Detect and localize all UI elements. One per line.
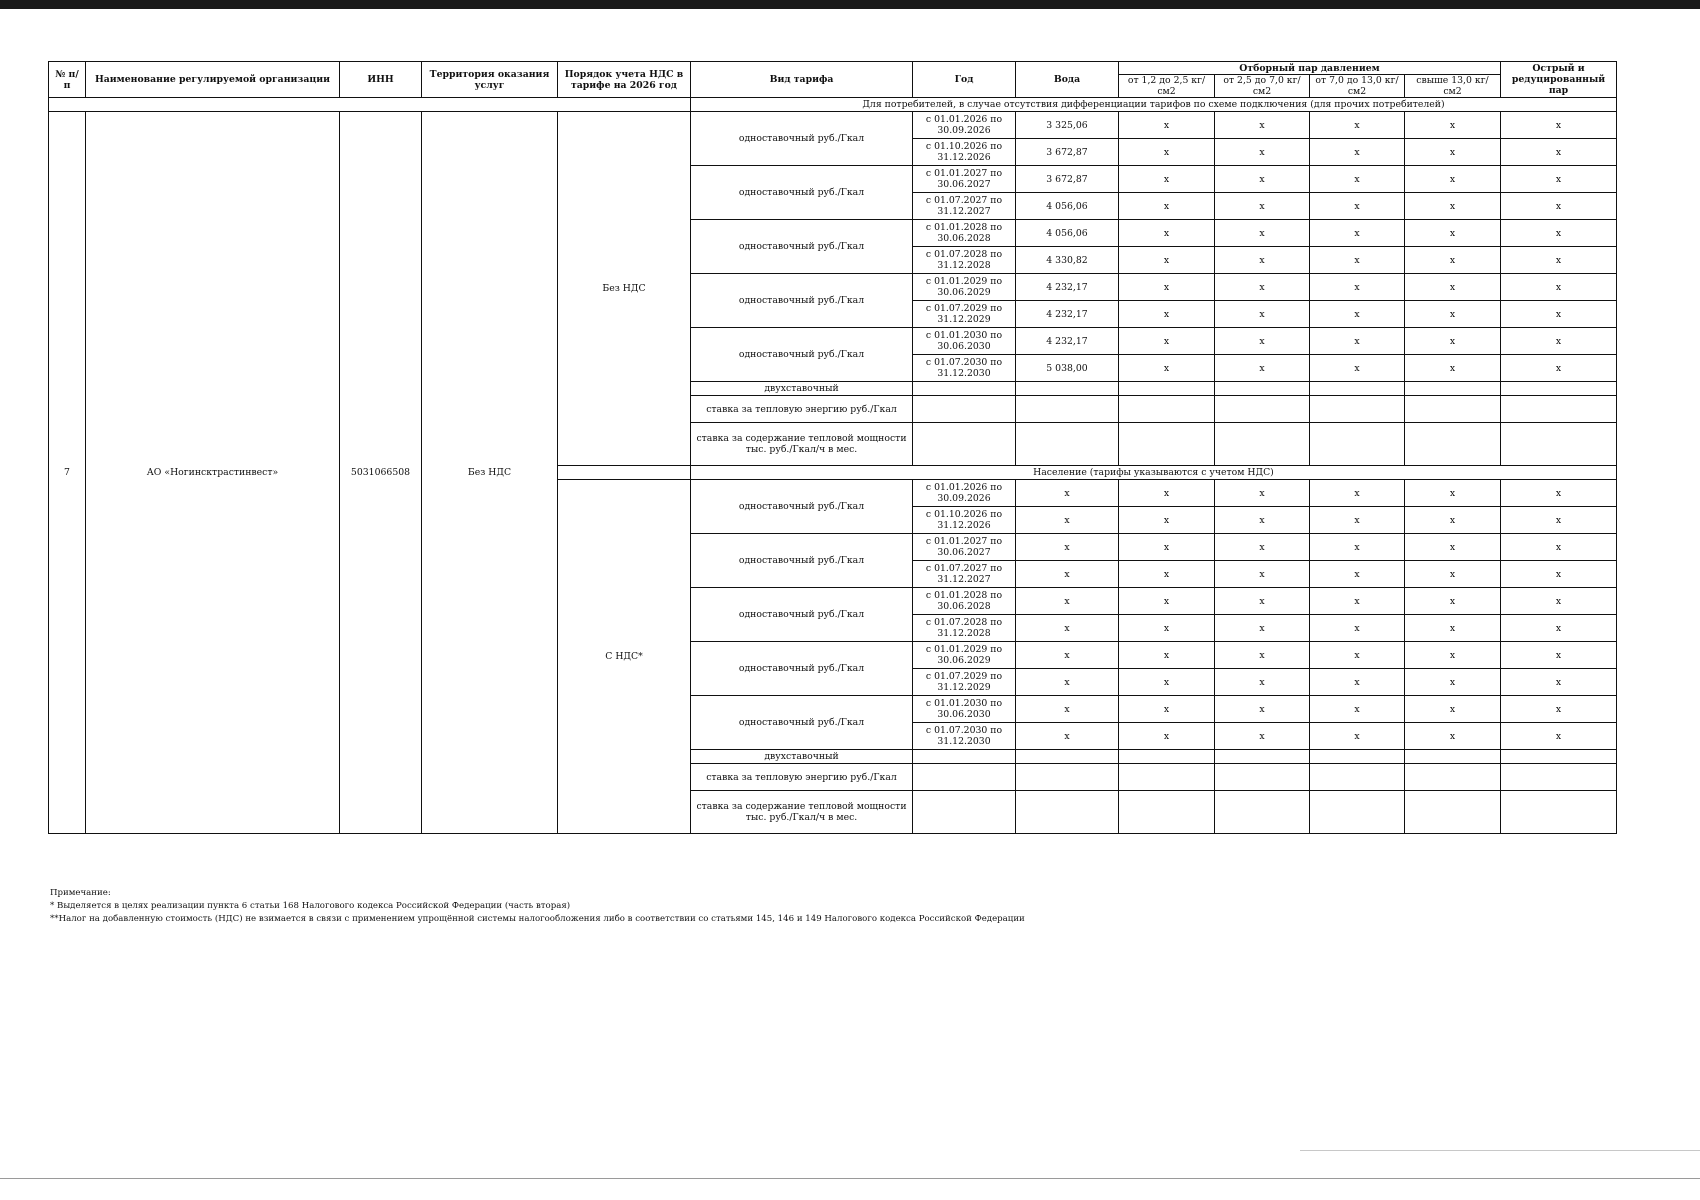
notes-title: Примечание:	[50, 888, 111, 898]
steam-cell: x	[1501, 112, 1617, 139]
steam-cell: x	[1215, 247, 1310, 274]
period-cell: с 01.07.2029 по 31.12.2029	[913, 301, 1016, 328]
empty-cell	[1215, 396, 1310, 423]
steam-cell: x	[1310, 723, 1405, 750]
empty-cell	[1405, 791, 1501, 834]
steam-cell: x	[1501, 220, 1617, 247]
tariff-type-cell: одноставочный руб./Гкал	[691, 534, 913, 588]
empty-cell	[1501, 764, 1617, 791]
steam-cell: x	[1310, 166, 1405, 193]
water-value-cell: x	[1016, 480, 1119, 507]
scan-top-edge	[0, 0, 1700, 9]
steam-cell: x	[1501, 139, 1617, 166]
period-cell: с 01.07.2029 по 31.12.2029	[913, 669, 1016, 696]
tariff-type-cell: одноставочный руб./Гкал	[691, 328, 913, 382]
steam-cell: x	[1501, 534, 1617, 561]
steam-cell: x	[1215, 166, 1310, 193]
steam-cell: x	[1501, 247, 1617, 274]
steam-cell: x	[1405, 220, 1501, 247]
steam-cell: x	[1215, 561, 1310, 588]
empty-cell	[1310, 791, 1405, 834]
steam-cell: x	[1310, 274, 1405, 301]
tariff-body	[49, 98, 1617, 834]
empty-cell	[913, 382, 1016, 396]
steam-cell: x	[1310, 696, 1405, 723]
tariff-type-cell: одноставочный руб./Гкал	[691, 274, 913, 328]
tariff-type-cell: одноставочный руб./Гкал	[691, 696, 913, 750]
water-value-cell: 4 056,06	[1016, 220, 1119, 247]
water-value-cell: 4 232,17	[1016, 301, 1119, 328]
steam-cell: x	[1501, 480, 1617, 507]
col-water-header: Вода	[1016, 62, 1119, 98]
steam-cell: x	[1310, 301, 1405, 328]
period-cell: с 01.07.2030 по 31.12.2030	[913, 723, 1016, 750]
vat-order-cell: С НДС*	[558, 480, 691, 834]
steam-cell: x	[1215, 615, 1310, 642]
empty-cell	[1405, 750, 1501, 764]
empty-cell	[1016, 791, 1119, 834]
period-cell: с 01.07.2030 по 31.12.2030	[913, 355, 1016, 382]
steam-group-header: Отборный пар давлением	[1119, 62, 1501, 75]
steam-cell: x	[1501, 507, 1617, 534]
steam-cell: x	[1310, 642, 1405, 669]
steam-cell: x	[1501, 301, 1617, 328]
steam-cell: x	[1215, 534, 1310, 561]
steam-cell: x	[1119, 112, 1215, 139]
steam-cell: x	[1215, 355, 1310, 382]
steam-cell: x	[1310, 534, 1405, 561]
steam-cell: x	[1405, 247, 1501, 274]
tariff-type-cell: одноставочный руб./Гкал	[691, 112, 913, 166]
empty-cell	[1405, 382, 1501, 396]
steam-cell: x	[1405, 328, 1501, 355]
steam-cell: x	[1501, 642, 1617, 669]
steam-cell: x	[1405, 112, 1501, 139]
tariff-type-cell: одноставочный руб./Гкал	[691, 480, 913, 534]
water-value-cell: x	[1016, 507, 1119, 534]
steam-cell: x	[1215, 301, 1310, 328]
empty-cell	[1405, 396, 1501, 423]
steam-cell: x	[1405, 480, 1501, 507]
steam-cell: x	[1119, 561, 1215, 588]
steam-cell: x	[1405, 696, 1501, 723]
tariff-type-cell: двухставочный	[691, 382, 913, 396]
col-steam-3-header: от 7,0 до 13,0 кг/см2	[1310, 75, 1405, 98]
tariff-type-cell: двухставочный	[691, 750, 913, 764]
col-org-header: Наименование регулируемой организации	[86, 62, 340, 98]
steam-cell: x	[1405, 193, 1501, 220]
steam-cell: x	[1405, 166, 1501, 193]
tariff-type-cell: ставка за тепловую энергию руб./Гкал	[691, 396, 913, 423]
empty-cell	[1119, 750, 1215, 764]
steam-cell: x	[1405, 274, 1501, 301]
tariff-type-cell: ставка за содержание тепловой мощности тыс. руб./Гкал/ч в мес.	[691, 791, 913, 834]
col-steam-2-header: от 2,5 до 7,0 кг/см2	[1215, 75, 1310, 98]
steam-cell: x	[1310, 193, 1405, 220]
steam-cell: x	[1215, 480, 1310, 507]
tariff-table	[48, 61, 1617, 834]
period-cell: с 01.01.2026 по 30.09.2026	[913, 480, 1016, 507]
steam-cell: x	[1215, 642, 1310, 669]
empty-cell	[1310, 764, 1405, 791]
water-value-cell: 4 232,17	[1016, 328, 1119, 355]
steam-cell: x	[1119, 328, 1215, 355]
tariff-type-cell: одноставочный руб./Гкал	[691, 220, 913, 274]
steam-cell: x	[1119, 588, 1215, 615]
empty-cell	[1405, 423, 1501, 466]
empty-cell	[1215, 764, 1310, 791]
empty-cell	[1215, 750, 1310, 764]
col-inn-header: ИНН	[340, 62, 422, 98]
water-value-cell: x	[1016, 669, 1119, 696]
empty-cell	[1215, 382, 1310, 396]
empty-cell	[1501, 423, 1617, 466]
steam-cell: x	[1501, 561, 1617, 588]
empty-cell	[1016, 764, 1119, 791]
org-inn-cell: 5031066508	[340, 112, 422, 834]
notes-block	[50, 887, 1025, 926]
scan-bottom-line	[0, 1178, 1700, 1179]
steam-cell: x	[1405, 561, 1501, 588]
scan-line	[1300, 1150, 1700, 1151]
water-value-cell: 4 330,82	[1016, 247, 1119, 274]
col-sharp-steam-header: Острый и редуцированный пар	[1501, 62, 1617, 98]
steam-cell: x	[1405, 301, 1501, 328]
steam-cell: x	[1215, 669, 1310, 696]
empty-cell	[1501, 791, 1617, 834]
steam-cell: x	[1405, 669, 1501, 696]
note-2: **Налог на добавленную стоимость (НДС) не взимается в связи с применением упрощённой системы налогообложения либо в соответствии со статьями 145, 146 и 149 Налогового кодекса Российской Федерации	[50, 914, 1025, 924]
section-row-other	[49, 98, 1617, 112]
steam-cell: x	[1215, 112, 1310, 139]
steam-cell: x	[1215, 507, 1310, 534]
empty-cell	[1119, 396, 1215, 423]
steam-cell: x	[1119, 723, 1215, 750]
steam-cell: x	[1119, 139, 1215, 166]
org-num-cell: 7	[49, 112, 86, 834]
water-value-cell: 4 232,17	[1016, 274, 1119, 301]
steam-cell: x	[1119, 220, 1215, 247]
steam-cell: x	[1501, 588, 1617, 615]
empty-cell	[1016, 382, 1119, 396]
empty-cell	[1016, 396, 1119, 423]
steam-cell: x	[1501, 274, 1617, 301]
steam-cell: x	[1215, 723, 1310, 750]
steam-cell: x	[1215, 274, 1310, 301]
steam-cell: x	[1405, 534, 1501, 561]
steam-cell: x	[1119, 247, 1215, 274]
empty-cell	[913, 423, 1016, 466]
empty-cell	[1310, 382, 1405, 396]
steam-cell: x	[1310, 615, 1405, 642]
org-name-cell: АО «Ногинсктрастинвест»	[86, 112, 340, 834]
water-value-cell: 3 325,06	[1016, 112, 1119, 139]
empty-cell	[913, 791, 1016, 834]
steam-cell: x	[1405, 642, 1501, 669]
section-title-population: Население (тарифы указываются с учетом НДС)	[691, 466, 1617, 480]
steam-cell: x	[1310, 328, 1405, 355]
water-value-cell: x	[1016, 588, 1119, 615]
steam-cell: x	[1405, 588, 1501, 615]
empty-cell	[1310, 750, 1405, 764]
steam-cell: x	[1310, 247, 1405, 274]
steam-cell: x	[1119, 480, 1215, 507]
water-value-cell: x	[1016, 642, 1119, 669]
period-cell: с 01.07.2028 по 31.12.2028	[913, 247, 1016, 274]
steam-cell: x	[1405, 139, 1501, 166]
period-cell: с 01.01.2029 по 30.06.2029	[913, 642, 1016, 669]
steam-cell: x	[1501, 696, 1617, 723]
steam-cell: x	[1405, 615, 1501, 642]
period-cell: с 01.01.2027 по 30.06.2027	[913, 166, 1016, 193]
steam-cell: x	[1119, 166, 1215, 193]
empty-cell	[558, 466, 691, 480]
steam-cell: x	[1405, 723, 1501, 750]
water-value-cell: x	[1016, 561, 1119, 588]
steam-cell: x	[1215, 696, 1310, 723]
empty-cell	[1501, 750, 1617, 764]
steam-cell: x	[1215, 588, 1310, 615]
table-row	[49, 112, 1617, 139]
steam-cell: x	[1501, 355, 1617, 382]
period-cell: с 01.01.2030 по 30.06.2030	[913, 328, 1016, 355]
col-tariff-type-header: Вид тарифа	[691, 62, 913, 98]
org-territory-cell: Без НДС	[422, 112, 558, 834]
steam-cell: x	[1119, 355, 1215, 382]
empty-cell	[1215, 423, 1310, 466]
period-cell: с 01.01.2029 по 30.06.2029	[913, 274, 1016, 301]
period-cell: с 01.01.2030 по 30.06.2030	[913, 696, 1016, 723]
empty-cell	[913, 750, 1016, 764]
water-value-cell: 3 672,87	[1016, 166, 1119, 193]
empty-cell	[1501, 382, 1617, 396]
steam-cell: x	[1119, 507, 1215, 534]
steam-cell: x	[1310, 669, 1405, 696]
period-cell: с 01.07.2027 по 31.12.2027	[913, 193, 1016, 220]
period-cell: с 01.01.2026 по 30.09.2026	[913, 112, 1016, 139]
water-value-cell: x	[1016, 534, 1119, 561]
empty-cell	[1119, 382, 1215, 396]
steam-cell: x	[1215, 139, 1310, 166]
steam-cell: x	[1119, 696, 1215, 723]
empty-cell	[913, 764, 1016, 791]
col-num-header: № п/п	[49, 62, 86, 98]
water-value-cell: x	[1016, 615, 1119, 642]
vat-order-cell: Без НДС	[558, 112, 691, 466]
empty-cell	[1016, 423, 1119, 466]
empty-cell	[1501, 396, 1617, 423]
steam-cell: x	[1405, 507, 1501, 534]
col-territory-header: Территория оказания услуг	[422, 62, 558, 98]
steam-cell: x	[1119, 274, 1215, 301]
steam-cell: x	[1215, 220, 1310, 247]
steam-cell: x	[1215, 328, 1310, 355]
col-vat-header: Порядок учета НДС в тарифе на 2026 год	[558, 62, 691, 98]
col-steam-4-header: свыше 13,0 кг/см2	[1405, 75, 1501, 98]
steam-cell: x	[1119, 669, 1215, 696]
steam-cell: x	[1310, 588, 1405, 615]
water-value-cell: 4 056,06	[1016, 193, 1119, 220]
empty-cell	[1016, 750, 1119, 764]
steam-cell: x	[1215, 193, 1310, 220]
period-cell: с 01.10.2026 по 31.12.2026	[913, 139, 1016, 166]
steam-cell: x	[1501, 723, 1617, 750]
header-row	[49, 62, 1617, 75]
section-title-other: Для потребителей, в случае отсутствия дифференциации тарифов по схеме подключения (для прочих потребителей)	[691, 98, 1617, 112]
steam-cell: x	[1310, 507, 1405, 534]
tariff-type-cell: одноставочный руб./Гкал	[691, 166, 913, 220]
empty-cell	[1119, 791, 1215, 834]
period-cell: с 01.01.2028 по 30.06.2028	[913, 220, 1016, 247]
note-1: * Выделяется в целях реализации пункта 6 статьи 168 Налогового кодекса Российской Федерации (часть вторая)	[50, 901, 571, 911]
col-year-header: Год	[913, 62, 1016, 98]
period-cell: с 01.01.2027 по 30.06.2027	[913, 534, 1016, 561]
steam-cell: x	[1119, 642, 1215, 669]
steam-cell: x	[1119, 615, 1215, 642]
steam-cell: x	[1501, 193, 1617, 220]
tariff-type-cell: ставка за содержание тепловой мощности тыс. руб./Гкал/ч в мес.	[691, 423, 913, 466]
steam-cell: x	[1310, 139, 1405, 166]
steam-cell: x	[1501, 669, 1617, 696]
steam-cell: x	[1310, 355, 1405, 382]
water-value-cell: x	[1016, 696, 1119, 723]
empty-cell	[1310, 423, 1405, 466]
period-cell: с 01.07.2027 по 31.12.2027	[913, 561, 1016, 588]
empty-cell	[1310, 396, 1405, 423]
steam-cell: x	[1310, 220, 1405, 247]
steam-cell: x	[1119, 534, 1215, 561]
empty-cell	[1119, 764, 1215, 791]
water-value-cell: 3 672,87	[1016, 139, 1119, 166]
steam-cell: x	[1119, 193, 1215, 220]
steam-cell: x	[1405, 355, 1501, 382]
steam-cell: x	[1501, 166, 1617, 193]
steam-cell: x	[1501, 328, 1617, 355]
water-value-cell: 5 038,00	[1016, 355, 1119, 382]
water-value-cell: x	[1016, 723, 1119, 750]
tariff-type-cell: одноставочный руб./Гкал	[691, 588, 913, 642]
steam-cell: x	[1501, 615, 1617, 642]
empty-cell	[1119, 423, 1215, 466]
col-steam-1-header: от 1,2 до 2,5 кг/см2	[1119, 75, 1215, 98]
steam-cell: x	[1310, 480, 1405, 507]
steam-cell: x	[1310, 112, 1405, 139]
tariff-type-cell: одноставочный руб./Гкал	[691, 642, 913, 696]
tariff-type-cell: ставка за тепловую энергию руб./Гкал	[691, 764, 913, 791]
empty-cell	[913, 396, 1016, 423]
period-cell: с 01.10.2026 по 31.12.2026	[913, 507, 1016, 534]
empty-cell	[1405, 764, 1501, 791]
period-cell: с 01.07.2028 по 31.12.2028	[913, 615, 1016, 642]
steam-cell: x	[1310, 561, 1405, 588]
steam-cell: x	[1119, 301, 1215, 328]
period-cell: с 01.01.2028 по 30.06.2028	[913, 588, 1016, 615]
empty-cell	[1215, 791, 1310, 834]
